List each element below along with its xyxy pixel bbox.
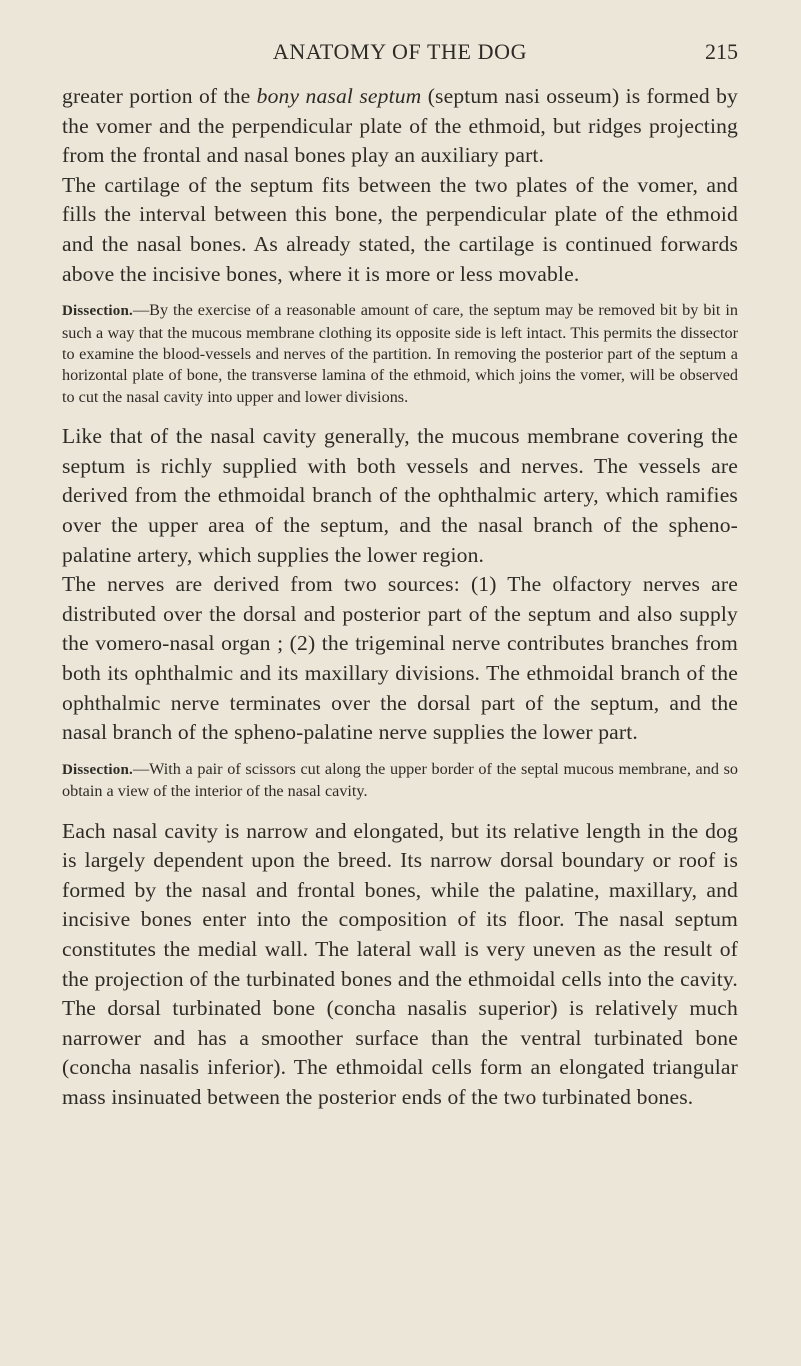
dissection-note-septum <box>62 300 738 408</box>
page-number: 215 <box>705 39 738 64</box>
paragraph-bony-nasal-septum <box>62 82 738 171</box>
paragraph-text: greater portion of the <box>62 84 257 108</box>
paragraph-septal-nerves: The nerves are derived from two sources: (1) The olfactory nerves are distributed over the dorsal and posterior part of the septum and also supply the vomero-nasal organ ; (2) the trigeminal nerve contributes branches from both its ophthalmic and its maxillary divisions. The ethmoidal branch of the ophthalmic nerve terminates over the dorsal part of the septum, and the nasal branch of the spheno-palatine nerve supplies the lower part. <box>62 572 738 745</box>
body-text-block <box>62 82 738 1112</box>
paragraph-text: (septum nasi osseum) is formed by the vomer and the perpendicular plate of the ethmoid, but ridges projecting from the frontal and nasal bones play an auxiliary part. <box>62 84 738 168</box>
running-head <box>62 37 738 67</box>
running-title: ANATOMY OF THE DOG <box>272 39 528 64</box>
dissection-text: —By the exercise of a reasonable amount of care, the septum may be removed bit by bit in such a way that the mucous membrane clothing its opposite side is left intact. This permits the dissector to examine the blood-vessels and nerves of the partition. In removing the posterior part of the septum a horizontal plate of bone, the transverse lamina of the ethmoid, which joins the vomer, will be observed to cut the nasal cavity into upper and lower divisions. <box>62 301 738 406</box>
dissection-text: —With a pair of scissors cut along the upper border of the septal mucous membrane, and so obtain a view of the interior of the nasal cavity. <box>62 759 738 801</box>
paragraph-nasal-cavity-walls: Each nasal cavity is narrow and elongated, but its relative length in the dog is largely dependent upon the breed. Its narrow dorsal boundary or roof is formed by the nasal and frontal bones, while the palatine, maxillary, and incisive bones enter into the composition of its floor. The nasal septum constitutes the medial wall. The lateral wall is very uneven as the result of the projection of the turbinated bones and the ethmoidal cells into the cavity. The dorsal turbinated bone (concha nasalis superior) is relatively much narrower and has a smoother surface than the ventral turbinated bone (concha nasalis inferior). The ethmoidal cells form an elongated triangular mass insinuated between the posterior ends of the two turbinated bones. <box>62 818 738 1109</box>
paragraph-septal-cartilage: The cartilage of the septum fits between the two plates of the vomer, and fills the interval between this bone, the perpendicular plate of the ethmoid and the nasal bones. As already stated, the cartilage is continued forwards above the incisive bones, where it is more or less movable. <box>62 172 738 286</box>
dissection-heading: Dissection. <box>62 303 133 320</box>
dissection-note-scissors <box>62 759 738 803</box>
paragraph-mucous-membrane-vessels: Like that of the nasal cavity generally, the mucous membrane covering the septum is richly supplied with both vessels and nerves. The vessels are derived from the ethmoidal branch of the ophthalmic artery, which ramifies over the upper area of the septum, and the nasal branch of the spheno-palatine artery, which supplies the lower region. <box>62 424 738 567</box>
dissection-heading: Dissection. <box>62 761 133 778</box>
italic-term: bony nasal septum <box>256 84 422 108</box>
